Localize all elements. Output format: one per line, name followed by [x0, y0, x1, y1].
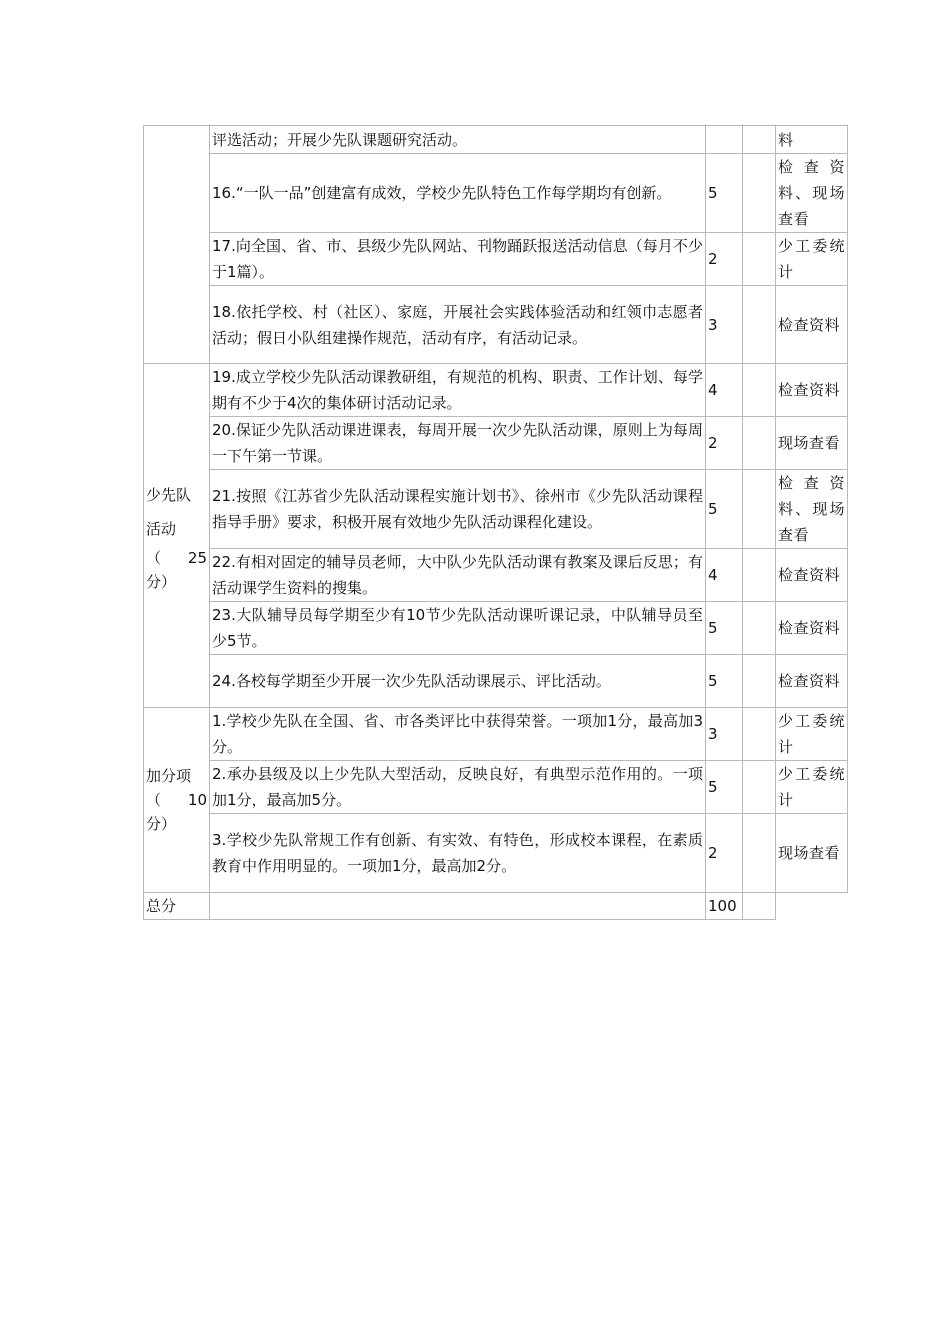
points-cell: 2 [706, 814, 743, 893]
total-score-cell [743, 893, 776, 920]
points-cell: 2 [706, 233, 743, 286]
total-row [144, 893, 848, 920]
item-cell: 23.大队辅导员每学期至少有10节少先队活动课听课记录，中队辅导员至少5节。 [210, 602, 706, 655]
table-row [144, 286, 848, 364]
table-row [144, 233, 848, 286]
category-line: 分） [146, 572, 177, 591]
category-line: 加分项 [146, 767, 192, 785]
points-cell: 2 [706, 417, 743, 470]
score-cell [743, 126, 776, 154]
table-row [144, 470, 848, 549]
score-cell [743, 655, 776, 708]
table-row [144, 708, 848, 761]
points-cell: 5 [706, 602, 743, 655]
method-cell: 少工委统计 [776, 708, 848, 761]
method-cell: 检查资料 [776, 286, 848, 364]
category-line: （ [146, 548, 162, 567]
table-row [144, 417, 848, 470]
score-cell [743, 286, 776, 364]
method-cell: 检查资料、现场查看 [776, 154, 848, 233]
score-cell [743, 233, 776, 286]
category-line-pair [146, 546, 207, 570]
category-cell [144, 364, 210, 708]
score-cell [743, 154, 776, 233]
method-cell: 检查资料 [776, 655, 848, 708]
table-row [144, 126, 848, 154]
points-cell [706, 126, 743, 154]
points-cell: 5 [706, 655, 743, 708]
item-cell: 22.有相对固定的辅导员老师，大中队少先队活动课有教案及课后反思；有活动课学生资料的搜集。 [210, 549, 706, 602]
table-row [144, 154, 848, 233]
table-row [144, 814, 848, 893]
points-cell: 5 [706, 470, 743, 549]
score-cell [743, 814, 776, 893]
total-label: 总分 [144, 893, 210, 920]
method-cell: 少工委统计 [776, 761, 848, 814]
method-cell: 料 [776, 126, 848, 154]
category-line: 10 [187, 791, 207, 809]
category-line: （ [146, 791, 162, 809]
table-row [144, 549, 848, 602]
score-cell [743, 602, 776, 655]
item-cell: 2.承办县级及以上少先队大型活动，反映良好，有典型示范作用的。一项加1分，最高加5分。 [210, 761, 706, 814]
category-line: 少先队 [146, 485, 192, 504]
category-line-pair [146, 788, 207, 812]
points-cell: 5 [706, 761, 743, 814]
method-cell: 检查资料 [776, 549, 848, 602]
method-cell: 检查资料、现场查看 [776, 470, 848, 549]
table-row [144, 364, 848, 417]
item-cell: 19.成立学校少先队活动课教研组，有规范的机构、职责、工作计划、每学期有不少于4次的集体研讨活动记录。 [210, 364, 706, 417]
item-cell: 3.学校少先队常规工作有创新、有实效、有特色，形成校本课程，在素质教育中作用明显的。一项加1分，最高加2分。 [210, 814, 706, 893]
method-cell: 检查资料 [776, 602, 848, 655]
category-line: 25 [187, 548, 207, 567]
category-cell [144, 126, 210, 364]
score-cell [743, 417, 776, 470]
table-row [144, 761, 848, 814]
method-cell: 现场查看 [776, 417, 848, 470]
points-cell: 3 [706, 708, 743, 761]
total-points: 100 [706, 893, 743, 920]
score-cell [743, 708, 776, 761]
empty-cell [776, 893, 848, 920]
method-cell: 现场查看 [776, 814, 848, 893]
table-row [144, 602, 848, 655]
scoring-table [143, 125, 848, 920]
item-cell: 21.按照《江苏省少先队活动课程实施计划书》、徐州市《少先队活动课程指导手册》要求，积极开展有效地少先队活动课程化建设。 [210, 470, 706, 549]
method-cell: 少工委统计 [776, 233, 848, 286]
item-cell: 评选活动；开展少先队课题研究活动。 [210, 126, 706, 154]
item-cell: 24.各校每学期至少开展一次少先队活动课展示、评比活动。 [210, 655, 706, 708]
total-item-cell [210, 893, 706, 920]
category-line: 活动 [146, 519, 177, 538]
score-cell [743, 549, 776, 602]
points-cell: 3 [706, 286, 743, 364]
score-cell [743, 761, 776, 814]
method-cell: 检查资料 [776, 364, 848, 417]
item-cell: 20.保证少先队活动课进课表，每周开展一次少先队活动课，原则上为每周一下午第一节课。 [210, 417, 706, 470]
points-cell: 5 [706, 154, 743, 233]
category-line: 分） [146, 815, 177, 833]
score-cell [743, 364, 776, 417]
points-cell: 4 [706, 364, 743, 417]
item-cell: 1.学校少先队在全国、省、市各类评比中获得荣誉。一项加1分，最高加3分。 [210, 708, 706, 761]
item-cell: 16.“一队一品”创建富有成效，学校少先队特色工作每学期均有创新。 [210, 154, 706, 233]
category-cell [144, 708, 210, 893]
score-cell [743, 470, 776, 549]
table-row [144, 655, 848, 708]
points-cell: 4 [706, 549, 743, 602]
item-cell: 18.依托学校、村（社区）、家庭，开展社会实践体验活动和红领巾志愿者活动；假日小队组建操作规范，活动有序，有活动记录。 [210, 286, 706, 364]
item-cell: 17.向全国、省、市、县级少先队网站、刊物踊跃报送活动信息（每月不少于1篇）。 [210, 233, 706, 286]
